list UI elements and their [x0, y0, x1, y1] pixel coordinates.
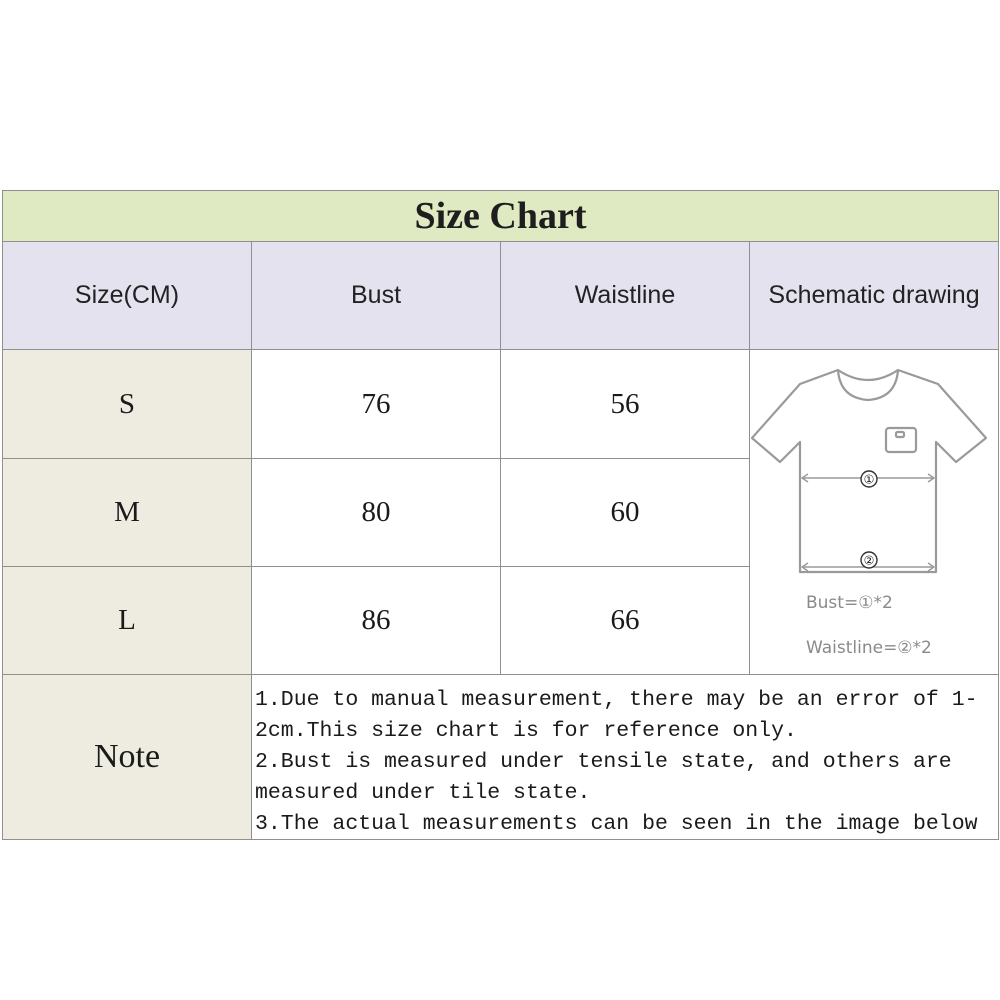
header-bust: Bust [251, 241, 501, 350]
chart-title: Size Chart [2, 190, 999, 242]
bust-formula: Bust=①*2 [806, 593, 893, 613]
size-chart-table [2, 190, 999, 840]
header-schematic-drawing: Schematic drawing [749, 241, 999, 350]
waist-cell-s: 56 [500, 349, 750, 459]
bust-cell-l: 86 [251, 566, 501, 675]
size-cell-s: S [2, 349, 252, 459]
waist-cell-l: 66 [500, 566, 750, 675]
tshirt-icon [750, 350, 998, 674]
bust-cell-m: 80 [251, 458, 501, 567]
header-size: Size(CM) [2, 241, 252, 350]
note-line-4: measured under tile state. [255, 781, 591, 805]
waistline-formula: Waistline=②*2 [806, 638, 932, 658]
waist-cell-m: 60 [500, 458, 750, 567]
size-cell-l: L [2, 566, 252, 675]
bust-cell-s: 76 [251, 349, 501, 459]
marker-1: ① [863, 472, 875, 487]
note-line-2: 2cm.This size chart is for reference only. [255, 719, 797, 743]
header-waistline: Waistline [500, 241, 750, 350]
schematic-drawing-cell [749, 349, 999, 675]
marker-2: ② [863, 553, 875, 568]
note-label: Note [2, 674, 252, 840]
note-line-5: 3.The actual measurements can be seen in the image below [255, 812, 978, 836]
size-cell-m: M [2, 458, 252, 567]
note-line-3: 2.Bust is measured under tensile state, and others are [255, 750, 952, 774]
note-text [251, 674, 999, 840]
note-line-1: 1.Due to manual measurement, there may be an error of 1- [255, 688, 978, 712]
